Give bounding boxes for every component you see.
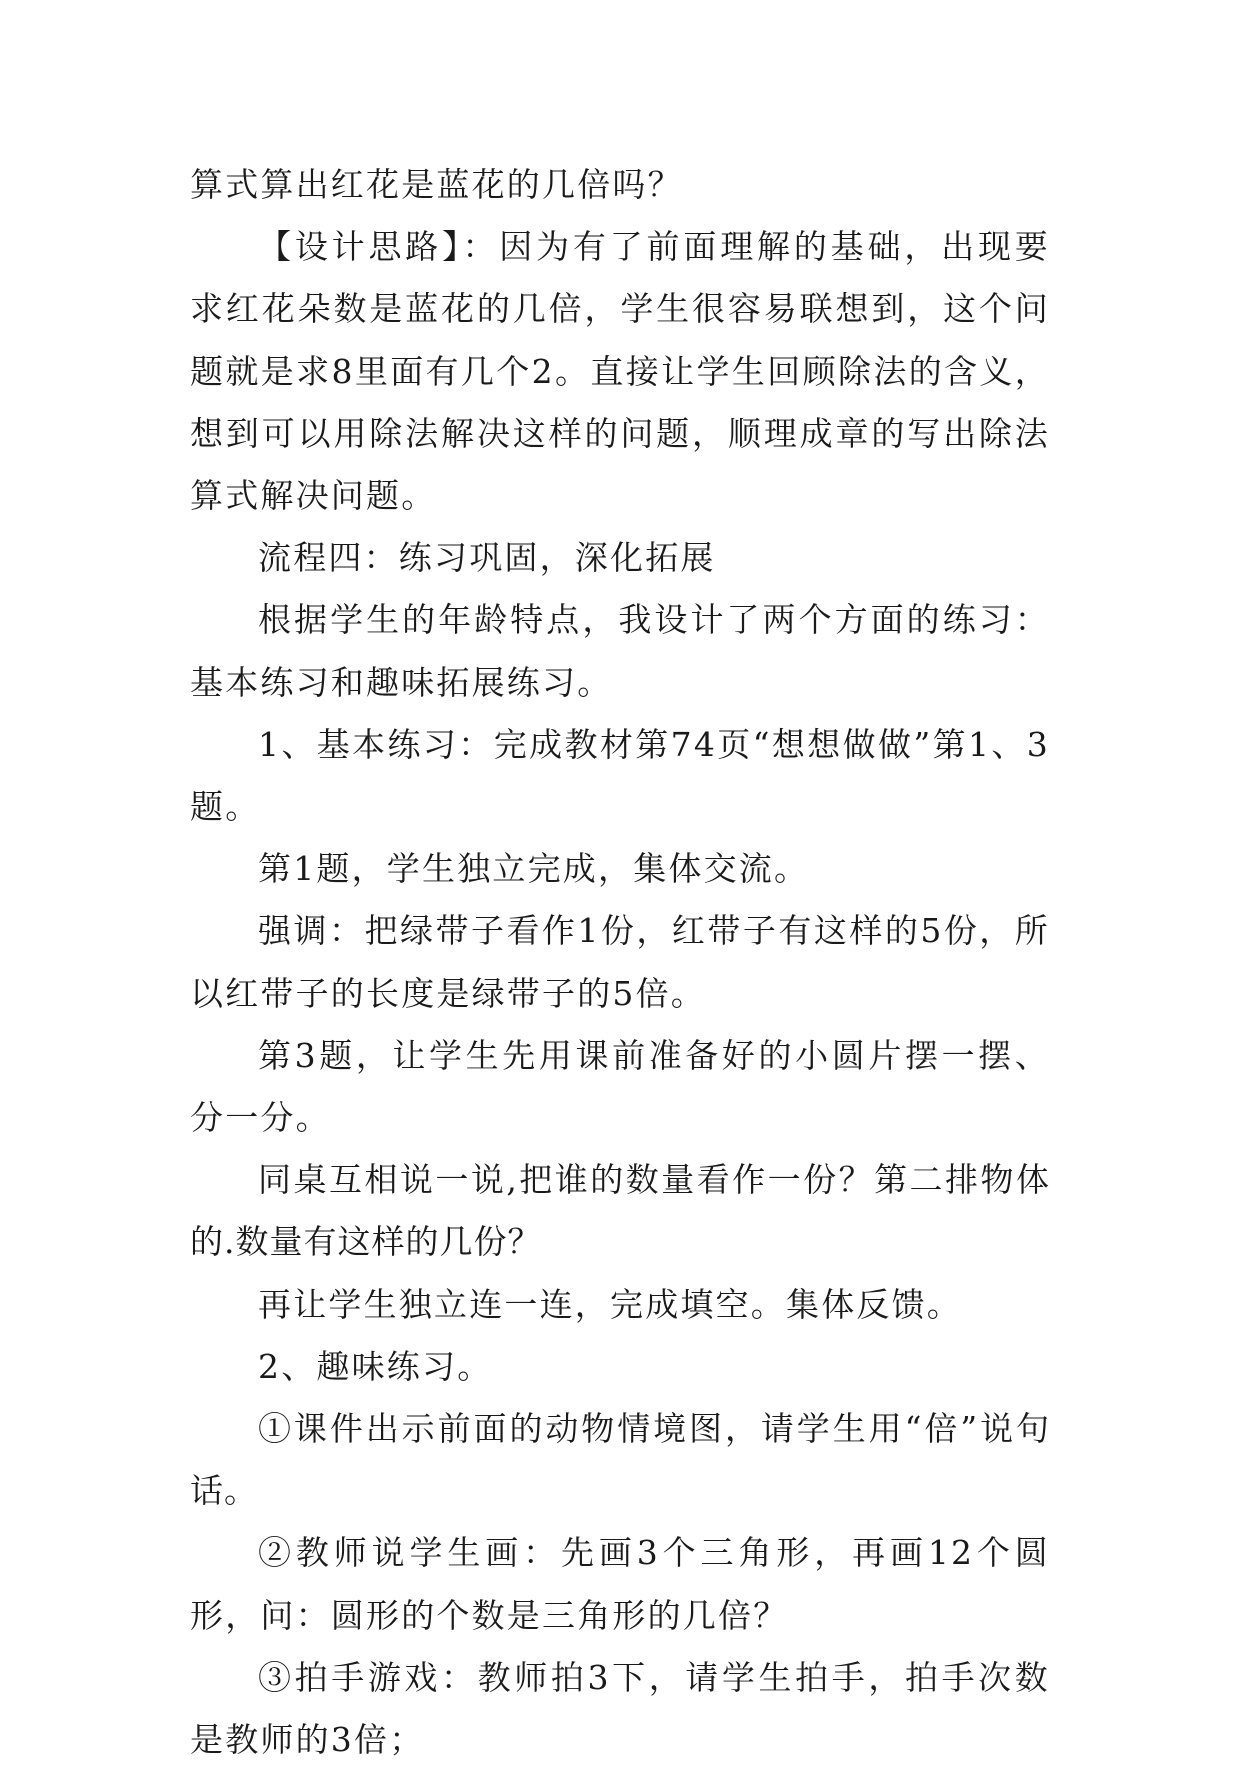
paragraph-design-idea: 【设计思路】：因为有了前面理解的基础，出现要求红花朵数是蓝花的几倍，学生很容易联想到，这个问题就是求8里面有几个2。直接让学生回顾除法的含义，想到可以用除法解决这样的问题，顺理成章的写出除法算式解决问题。 <box>190 227 1050 516</box>
paragraph-exercise-intro: 根据学生的年龄特点，我设计了两个方面的练习：基本练习和趣味拓展练习。 <box>190 600 1050 702</box>
paragraph-fun-exercise: 2、趣味练习。 <box>258 1346 493 1386</box>
paragraph-basic-exercise: 1、基本练习：完成教材第74页“想想做做”第1、3题。 <box>190 724 1050 827</box>
paragraph-fun-item-three: ③拍手游戏：教师拍3下，请学生拍手，拍手次数是教师的3倍； <box>190 1657 1050 1760</box>
paragraph-fun-item-one: ①课件出示前面的动物情境图，请学生用“倍”说句话。 <box>190 1409 1050 1511</box>
paragraph-emphasis: 强调：把绿带子看作1份，红带子有这样的5份，所以红带子的长度是绿带子的5倍。 <box>190 911 1050 1013</box>
paragraph-fun-item-two: ②教师说学生画：先画3个三角形，再画12个圆形，问：圆形的个数是三角形的几倍？ <box>190 1533 1050 1635</box>
paragraph-process-four-heading: 流程四：练习巩固，深化拓展 <box>258 538 716 578</box>
paragraph-continuation: 算式算出红花是蓝花的几倍吗？ <box>190 165 683 204</box>
paragraph-question-one: 第1题，学生独立完成，集体交流。 <box>258 849 810 889</box>
document-body <box>190 154 1050 1771</box>
paragraph-desk-partner: 同桌互相说一说,把谁的数量看作一份？第二排物体的.数量有这样的几份？ <box>190 1160 1050 1262</box>
paragraph-question-three: 第3题，让学生先用课前准备好的小圆片摆一摆、分一分。 <box>190 1035 1050 1138</box>
paragraph-connect-lines: 再让学生独立连一连，完成填空。集体反馈。 <box>258 1284 962 1324</box>
